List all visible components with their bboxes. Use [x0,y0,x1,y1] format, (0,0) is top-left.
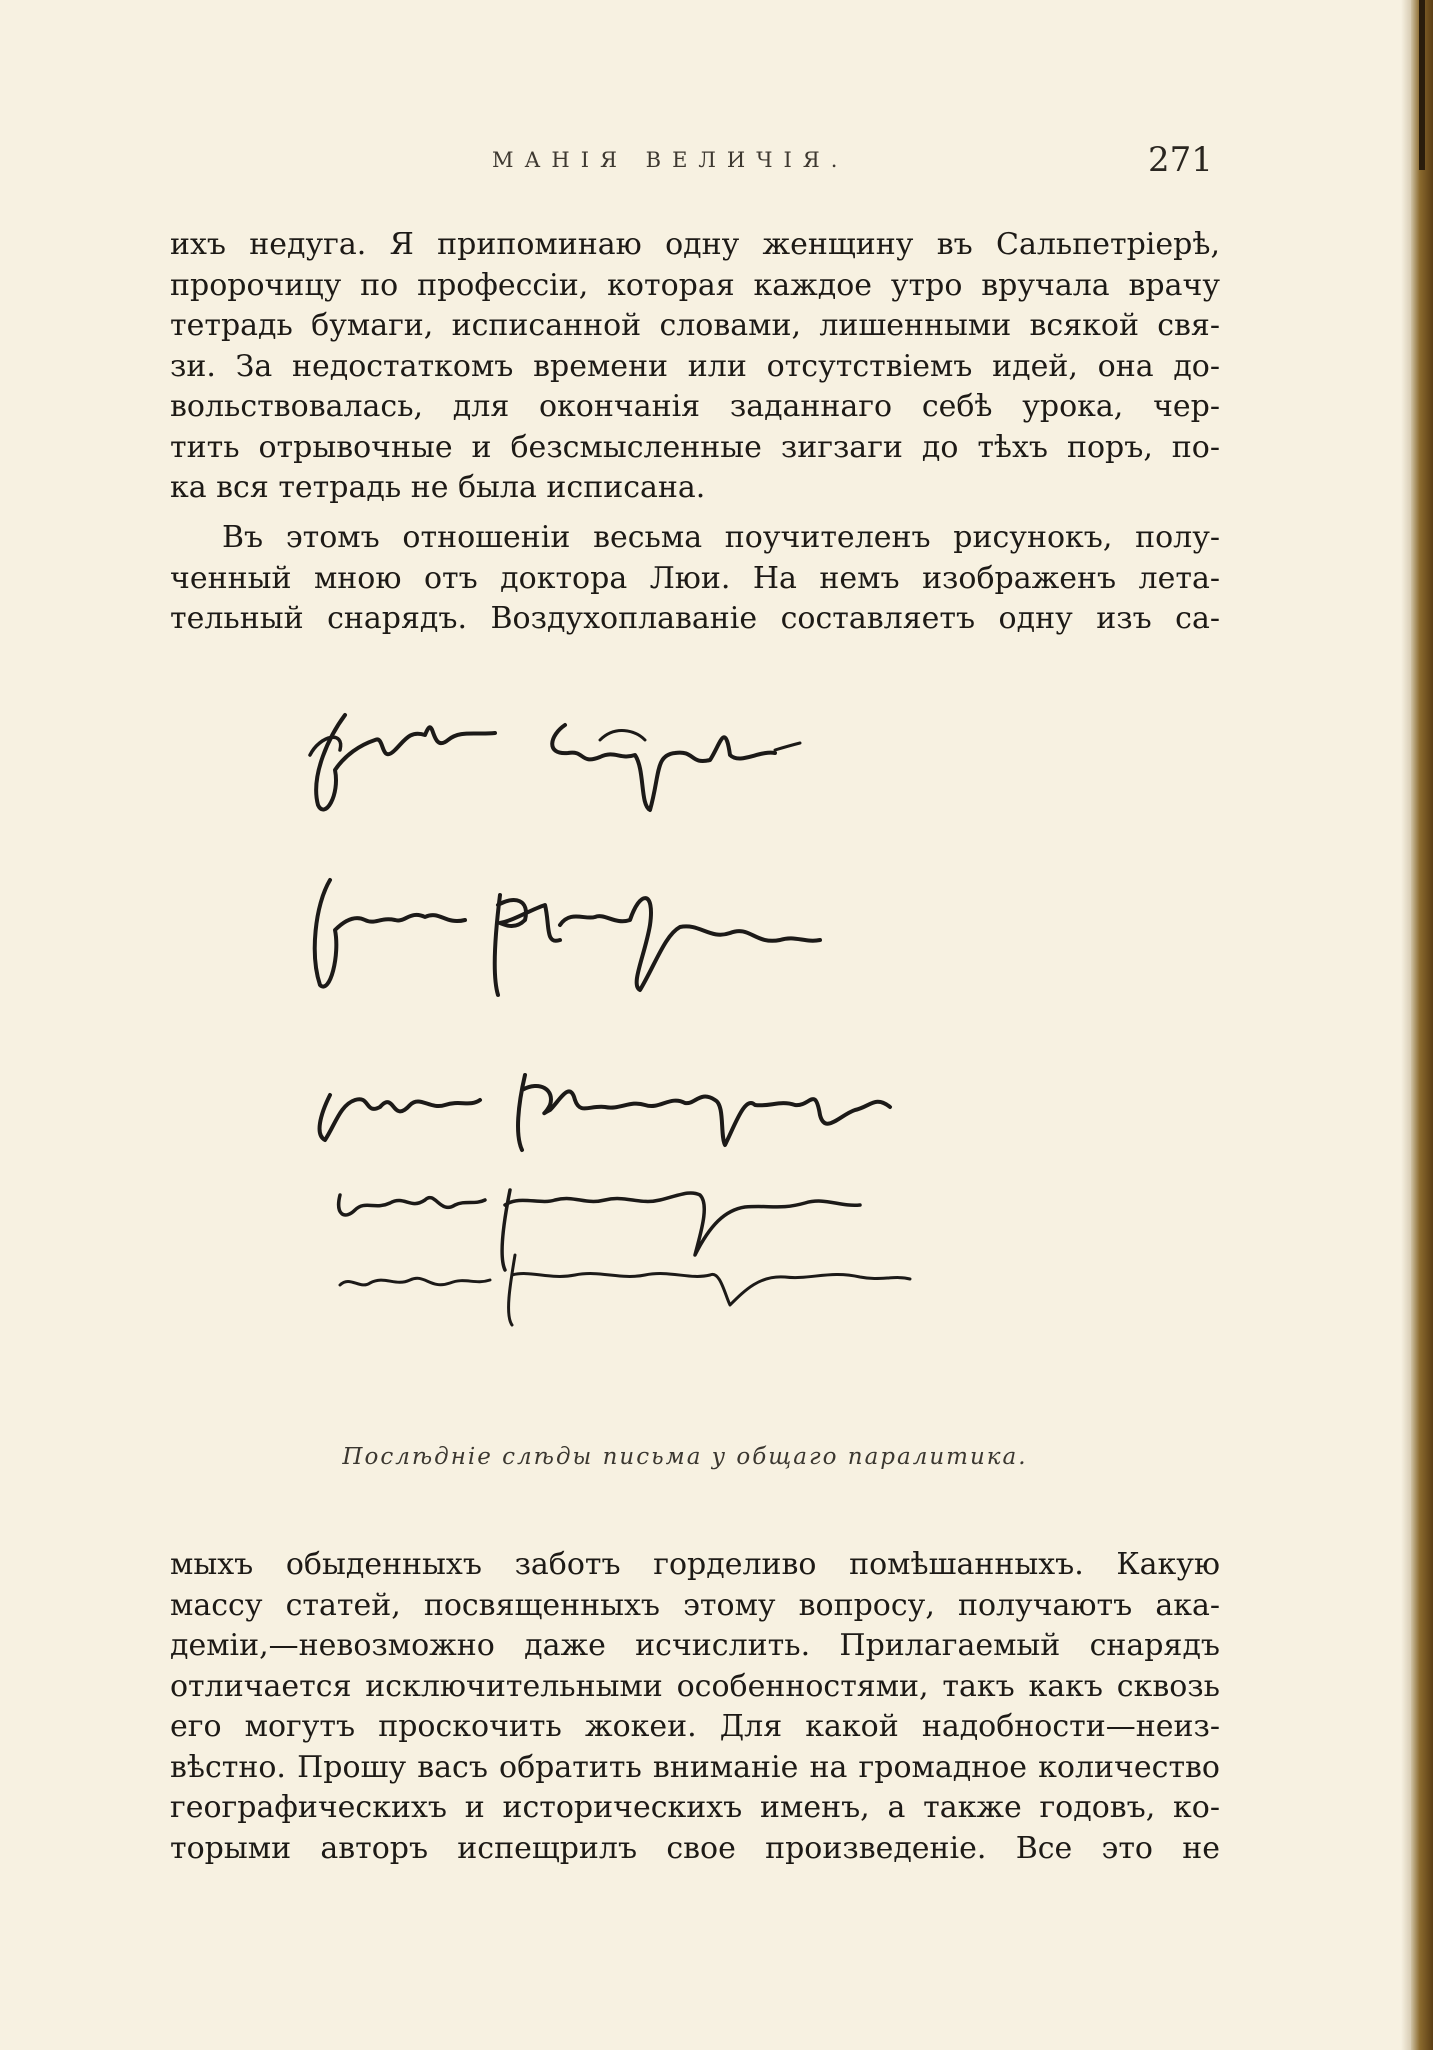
scrawl-stroke [339,1195,485,1215]
text-line: торыми авторъ испещрилъ свое произведеніе. Все это не [170,1830,1220,1866]
text-line: ка вся тетрадь не была исписана. [170,470,706,505]
paragraph-3 [170,1545,1220,1869]
text-line: деміи,—невозможно даже исчислить. Прилагаемый снарядъ [170,1628,1220,1663]
scrawl-stroke [552,725,775,810]
text-line: вѣстно. Прошу васъ обратить вниманіе на громадное количество [170,1749,1220,1785]
scrawl-stroke [560,898,820,990]
text-line: отличается исключительными особенностями, такъ какъ сквозь [170,1668,1220,1704]
handwriting-figure [300,695,1130,1395]
text-line: ченный мною отъ доктора Люи. На немъ изображенъ лета- [170,560,1220,596]
scrawl-stroke [502,1190,860,1270]
figure-caption: Послѣдніе слѣды письма у общаго паралитика. [342,1444,1028,1470]
page-number: 271 [1148,140,1213,180]
text-line: массу статей, посвященныхъ этому вопросу, получаютъ ака- [170,1587,1220,1623]
text-line: тельный снарядъ. Воздухоплаваніе составляетъ одну изъ са- [170,601,1220,636]
paragraph-1 [170,225,1220,509]
text-line: ихъ недуга. Я припоминаю одну женщину въ Сальпетріерѣ, [170,227,1220,262]
text-line: зи. За недостаткомъ времени или отсутствіемъ идей, она до- [170,348,1220,384]
text-line: его могутъ проскочить жокеи. Для какой надобности—неиз- [170,1709,1220,1744]
scrawl-stroke [509,1255,910,1325]
paragraph-2 [170,518,1220,640]
running-head: МАНІЯ ВЕЛИЧІЯ. [492,148,849,172]
text-line: тетрадь бумаги, исписанной словами, лишенными всякой свя- [170,308,1220,343]
scrawl-stroke [340,1278,490,1285]
text-line: пророчицу по профессіи, которая каждое утро вручала врачу [170,267,1220,303]
scrawl-stroke [320,1095,480,1140]
book-spine [1411,0,1433,2050]
spine-dark-strip [1419,0,1425,170]
text-line: тить отрывочные и безсмысленные зигзаги до тѣхъ поръ, по- [170,429,1220,465]
scrawl-stroke [316,715,495,810]
scrawl-stroke [315,880,465,987]
text-line: Въ этомъ отношеніи весьма поучителенъ рисунокъ, полу- [222,520,1220,555]
text-line: географическихъ и историческихъ именъ, а также годовъ, ко- [170,1790,1220,1825]
text-line: мыхъ обыденныхъ заботъ горделиво помѣшанныхъ. Какую [170,1547,1220,1582]
scrawl-stroke [495,895,560,995]
page-edge-shadow [1401,0,1411,2050]
text-line: вольствовалась, для окончанія заданнаго себѣ урока, чер- [170,389,1220,424]
scrawl-stroke [518,1075,890,1150]
scrawl-stroke [600,731,800,750]
